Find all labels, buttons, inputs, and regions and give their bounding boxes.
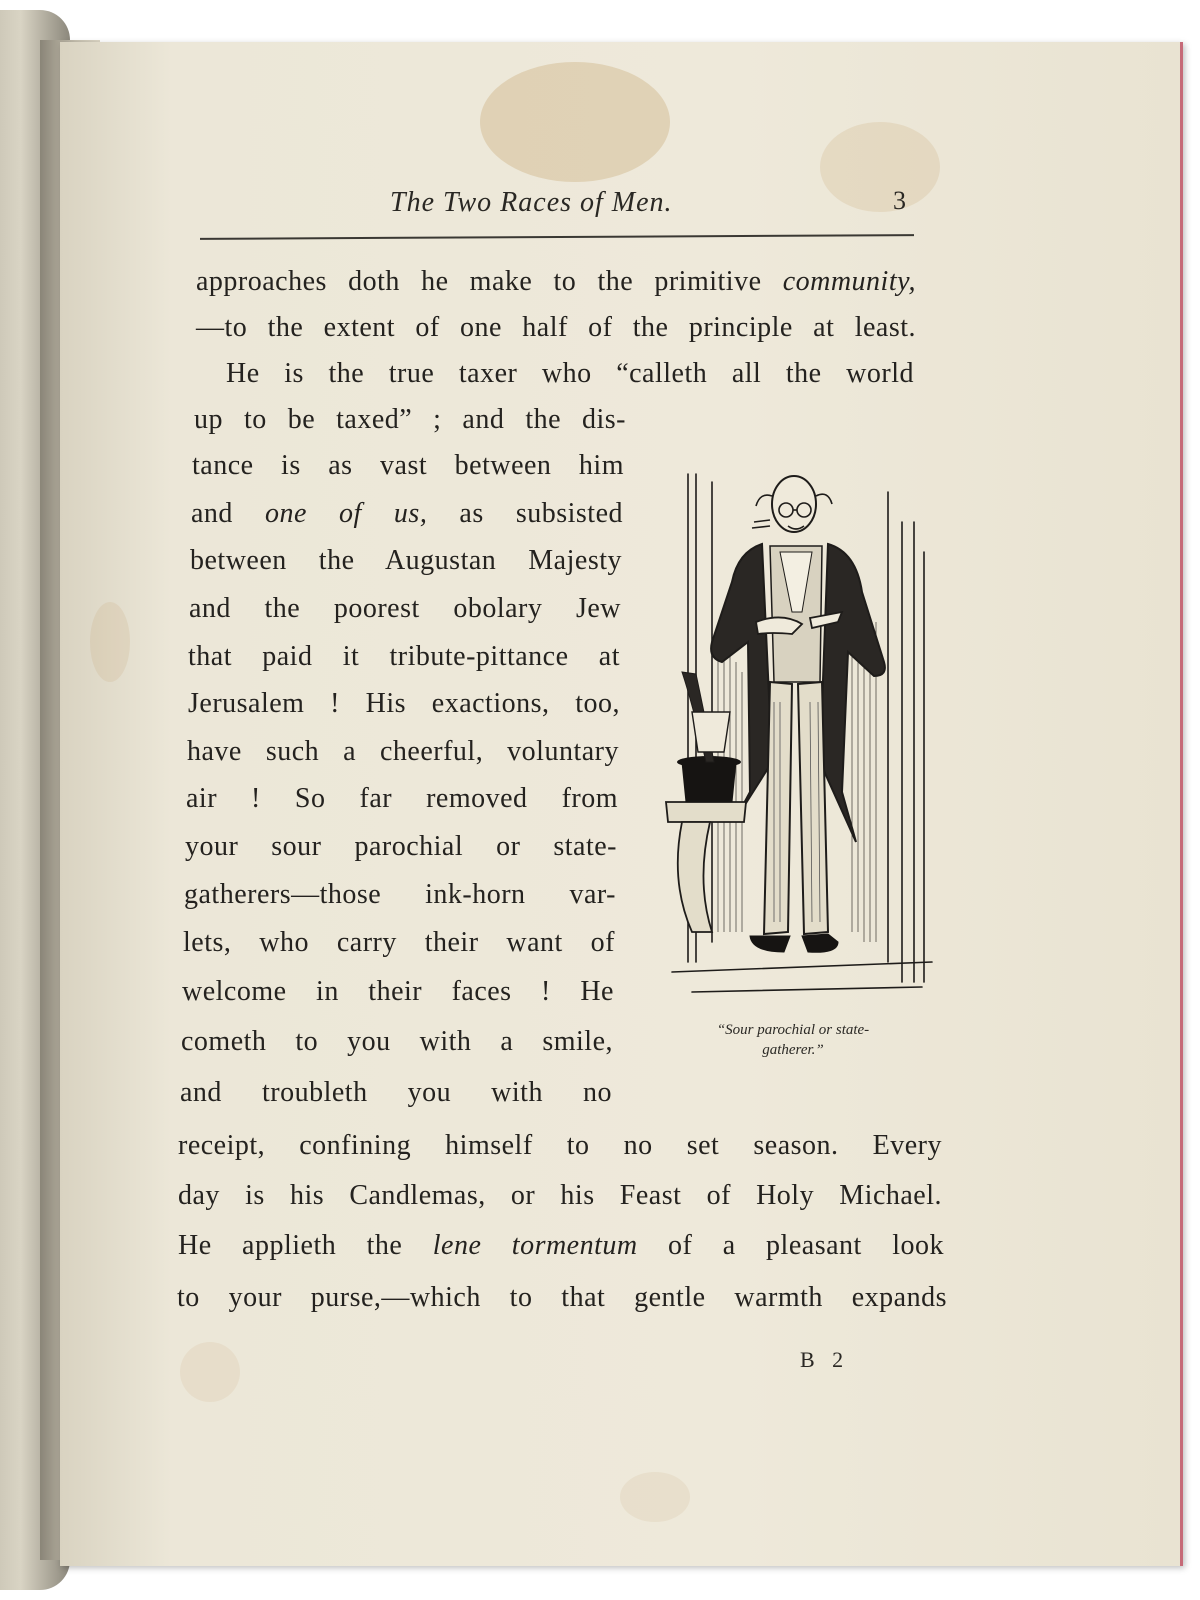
text-line: —to the extent of one half of the principle at least. <box>196 312 916 343</box>
foxing-stain <box>480 62 670 182</box>
running-title: The Two Races of Men. <box>390 187 673 218</box>
text-line: welcome in their faces ! He <box>182 976 614 1007</box>
text-line: receipt, confining himself to no set season. Every <box>178 1130 942 1161</box>
page-number: 3 <box>893 186 906 215</box>
text-line: He is the true taxer who “calleth all the world <box>226 358 914 389</box>
text-line: day is his Candlemas, or his Feast of Holy Michael. <box>178 1180 942 1211</box>
foxing-stain <box>620 1472 690 1522</box>
text-line: Jerusalem ! His exactions, too, <box>188 688 620 719</box>
foxing-stain <box>820 122 940 212</box>
text-line: have such a cheerful, voluntary <box>187 736 619 767</box>
text-line: tance is as vast between him <box>192 450 624 481</box>
text-line: your sour parochial or state- <box>185 831 617 862</box>
foxing-stain <box>90 602 130 682</box>
text-line: that paid it tribute-pittance at <box>188 641 620 672</box>
illustration-gatherer <box>652 462 942 1010</box>
foxing-stain <box>180 1342 240 1402</box>
text-line: approaches doth he make to the primitive community, <box>196 266 916 297</box>
text-line: between the Augustan Majesty <box>190 545 622 576</box>
text-line: and the poorest obolary Jew <box>189 593 621 624</box>
text-line: to your purse,—which to that gentle warmth expands <box>177 1282 947 1313</box>
text-line: He applieth the lene tormentum of a pleasant look <box>178 1230 944 1261</box>
text-line: up to be taxed” ; and the dis- <box>194 404 626 435</box>
illustration-caption: “Sour parochial or state-gatherer.” <box>716 1022 870 1058</box>
text-line: and one of us, as subsisted <box>191 498 624 529</box>
signature-mark: B 2 <box>800 1347 850 1372</box>
text-line: air ! So far removed from <box>186 783 618 814</box>
text-line: lets, who carry their want of <box>183 927 615 958</box>
text-line: and troubleth you with no <box>180 1077 612 1108</box>
text-line: gatherers—those ink-horn var- <box>184 879 616 910</box>
text-line: cometh to you with a smile, <box>181 1026 613 1057</box>
